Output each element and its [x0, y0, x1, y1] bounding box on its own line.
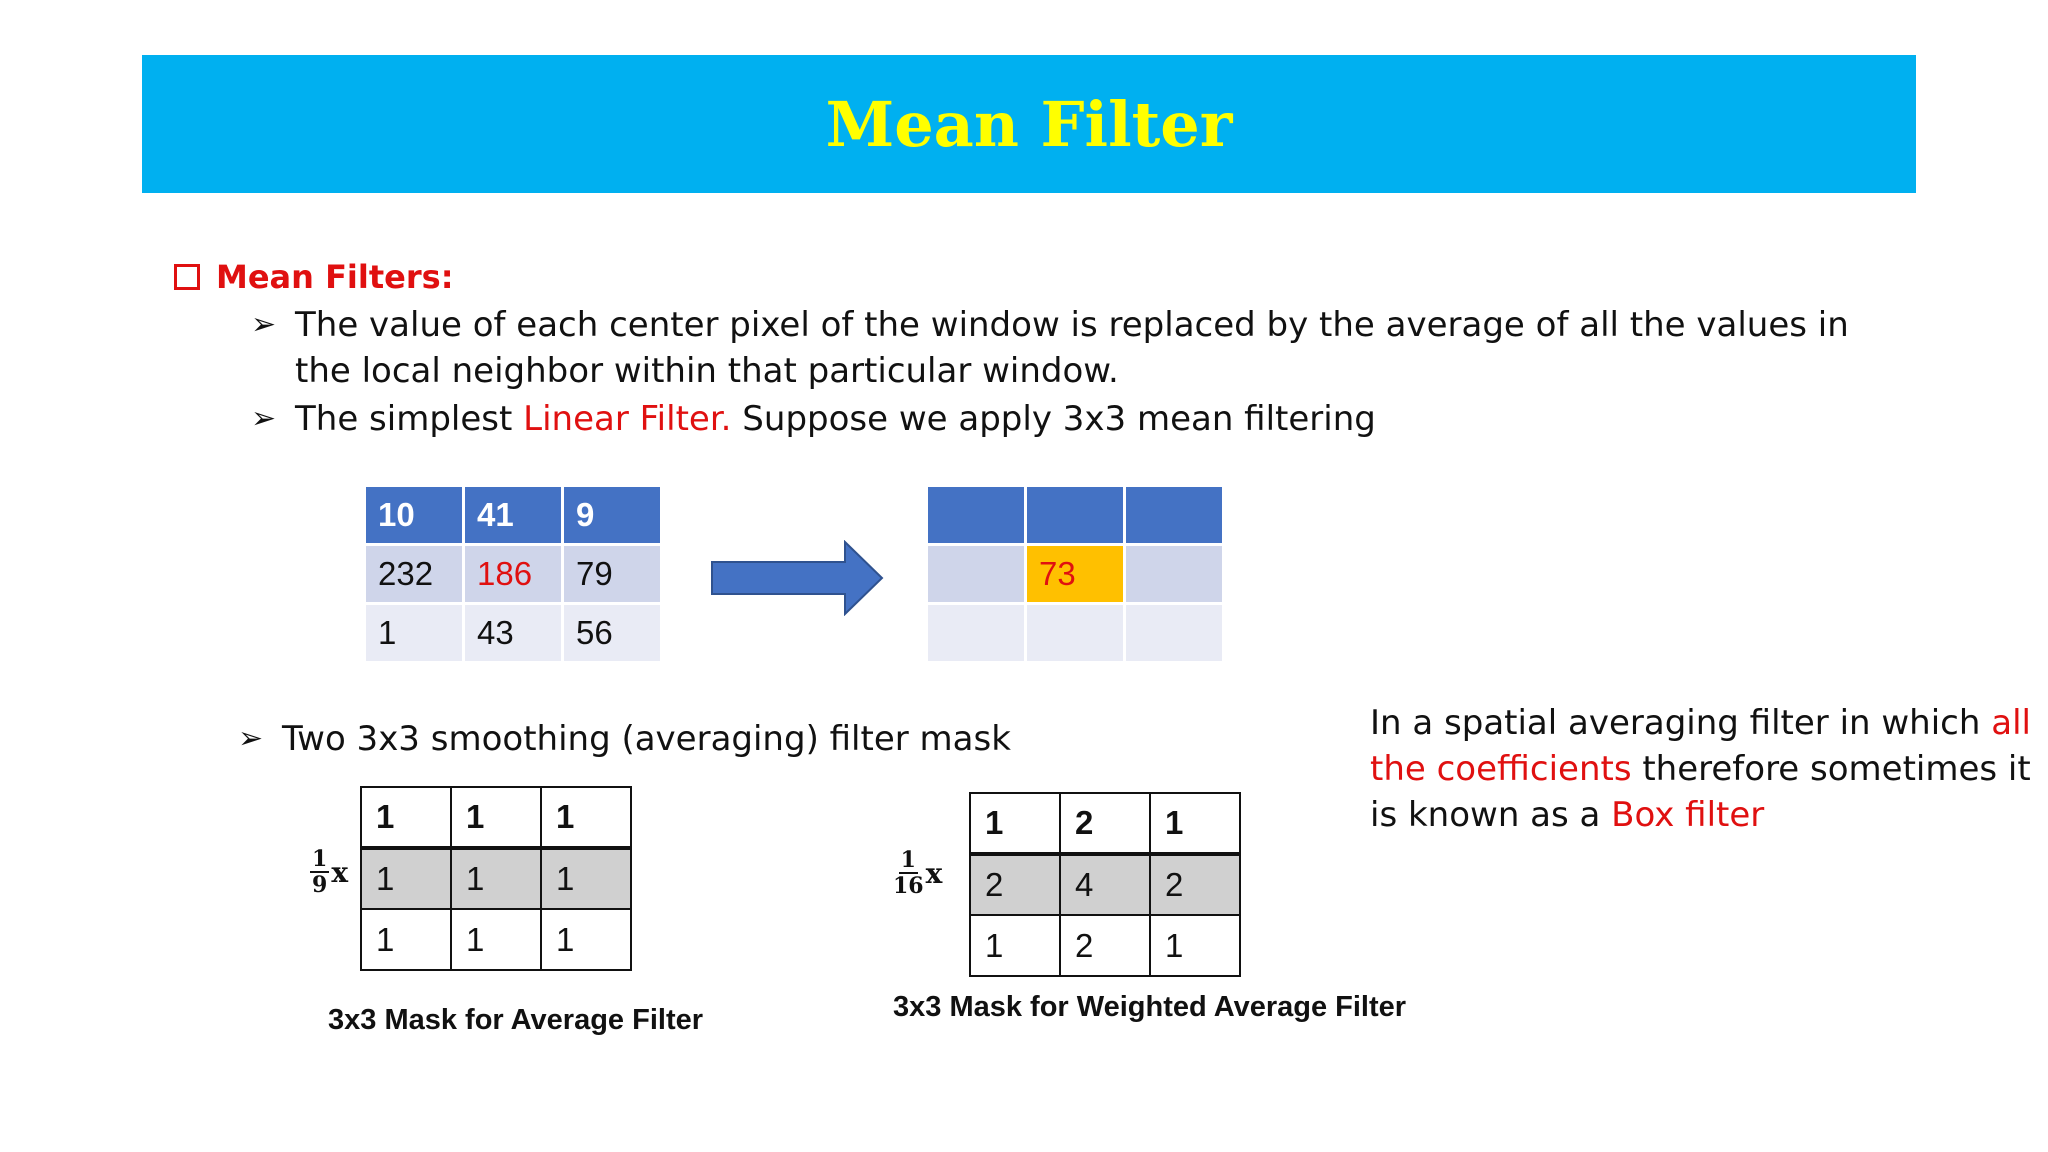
result-pixel-cell: 73 [1027, 546, 1123, 602]
bullet-3-text: Two 3x3 smoothing (averaging) filter mask [282, 719, 1011, 759]
output-pixel-grid [925, 484, 1225, 664]
title-banner [142, 55, 1916, 193]
bullet-2 [251, 396, 1895, 442]
fraction-denominator: 9 [312, 872, 328, 898]
mask-cell: 1 [361, 787, 451, 848]
mask-cell: 2 [1060, 793, 1150, 854]
fraction-numerator: 1 [312, 846, 328, 872]
checkbox-bullet-icon [174, 264, 200, 290]
mask-cell: 1 [970, 793, 1060, 854]
arrow-bullet-icon: ➢ [251, 401, 277, 436]
multiply-sign: x [925, 856, 943, 890]
weighted-average-mask [969, 792, 1241, 977]
grid-cell [1027, 605, 1123, 661]
grid-cell [928, 546, 1024, 602]
mask-cell: 4 [1060, 854, 1150, 915]
weighted-mask-caption: 3x3 Mask for Weighted Average Filter [893, 991, 1407, 1023]
note-text-red-2: Box filter [1611, 795, 1765, 835]
note-text-1: In a spatial averaging filter in which [1370, 703, 1992, 743]
note-text-2: therefore sometimes it is known as a [1370, 749, 2031, 835]
fraction-denominator: 16 [893, 873, 924, 899]
mask-cell: 1 [451, 787, 541, 848]
center-pixel-cell: 186 [465, 546, 561, 602]
multiply-sign: x [331, 855, 349, 889]
grid-cell: 41 [465, 487, 561, 543]
bullet-2-text-red: Linear Filter. [523, 399, 732, 439]
section-heading-text: Mean Filters: [216, 258, 454, 296]
grid-cell [1126, 546, 1222, 602]
grid-cell [928, 605, 1024, 661]
input-pixel-grid [363, 484, 663, 664]
arrow-bullet-icon: ➢ [251, 307, 277, 342]
mask-cell: 2 [970, 854, 1060, 915]
grid-cell [1027, 487, 1123, 543]
grid-cell: 56 [564, 605, 660, 661]
mask-cell: 2 [1060, 915, 1150, 976]
mask-cell: 1 [361, 848, 451, 909]
arrow-bullet-icon: ➢ [238, 721, 264, 756]
bullet-1-text: The value of each center pixel of the window is replaced by the average of all the values in the local neighbor within that particular window. [295, 305, 1849, 391]
grid-cell [1126, 487, 1222, 543]
average-mask-caption: 3x3 Mask for Average Filter [328, 1004, 704, 1036]
mask-cell: 1 [451, 848, 541, 909]
grid-cell [1126, 605, 1222, 661]
slide-title: Mean Filter [825, 87, 1233, 161]
grid-cell: 79 [564, 546, 660, 602]
bullet-1 [251, 302, 1895, 394]
grid-cell: 10 [366, 487, 462, 543]
mask-cell: 1 [541, 848, 631, 909]
note-text-red-1: all the coefficients [1370, 703, 2031, 789]
grid-cell: 232 [366, 546, 462, 602]
average-mask [360, 786, 632, 971]
grid-cell: 1 [366, 605, 462, 661]
fraction-numerator: 1 [900, 847, 916, 873]
mask-avg-scale [310, 847, 348, 897]
mask-weighted-scale [893, 848, 942, 898]
section-heading [174, 258, 453, 296]
mask-cell: 1 [970, 915, 1060, 976]
bullet-3 [238, 716, 1182, 762]
bullet-2-text-post: Suppose we apply 3x3 mean filtering [731, 399, 1376, 439]
box-filter-note [1370, 700, 2040, 838]
mask-cell: 2 [1150, 854, 1240, 915]
grid-cell: 43 [465, 605, 561, 661]
grid-cell: 9 [564, 487, 660, 543]
mask-cell: 1 [451, 909, 541, 970]
mask-cell: 1 [541, 909, 631, 970]
grid-cell [928, 487, 1024, 543]
right-arrow-icon [710, 540, 886, 616]
mask-cell: 1 [1150, 915, 1240, 976]
bullet-2-text-pre: The simplest [295, 399, 524, 439]
mask-cell: 1 [1150, 793, 1240, 854]
mask-cell: 1 [541, 787, 631, 848]
mask-cell: 1 [361, 909, 451, 970]
